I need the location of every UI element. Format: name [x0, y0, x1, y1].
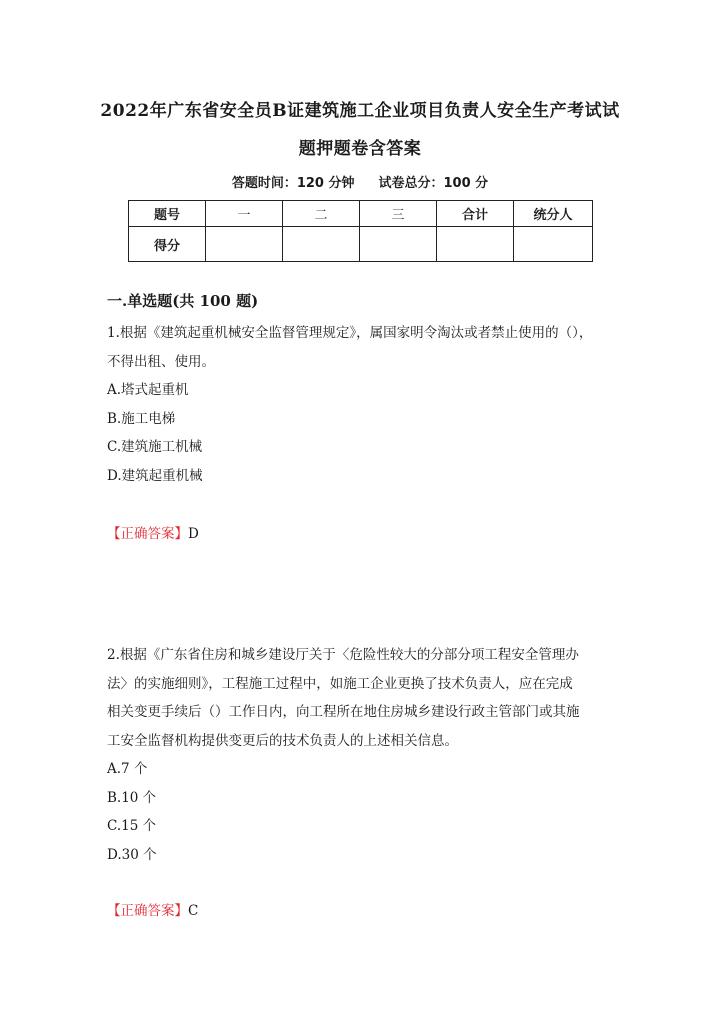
answer-value: C — [188, 903, 199, 919]
question-text-line: 相关变更手续后（）工作日内，向工程所在地住房城乡建设行政主管部门或其施 — [107, 704, 580, 720]
score-table-header-cell: 一 — [206, 201, 283, 227]
answer-2 — [107, 899, 198, 919]
option-a: A.7 个 — [107, 761, 148, 777]
score-cell — [360, 227, 437, 262]
answer-tag: 【正确答案】 — [107, 526, 188, 542]
answer-value: D — [188, 526, 199, 542]
option-c: C.15 个 — [107, 818, 157, 834]
option-b: B.10 个 — [107, 789, 157, 806]
exam-meta — [0, 172, 720, 191]
section-heading: 一.单选题(共 100 题) — [107, 292, 259, 310]
question-1 — [107, 319, 627, 490]
score-cell — [437, 227, 514, 262]
score-table-header-cell: 二 — [283, 201, 360, 227]
exam-time: 答题时间：120 分钟 — [231, 176, 355, 191]
score-table — [128, 200, 593, 262]
option-d: D.建筑起重机械 — [107, 467, 203, 484]
answer-tag: 【正确答案】 — [107, 903, 188, 919]
score-table-header-row — [129, 201, 593, 227]
option-c: C.建筑施工机械 — [107, 439, 203, 455]
page-title-line-1: 2022年广东省安全员B证建筑施工企业项目负责人安全生产考试试 — [100, 101, 620, 121]
option-a: A.塔式起重机 — [107, 382, 189, 398]
score-row-label: 得分 — [129, 227, 206, 262]
score-table-header-cell: 统分人 — [514, 201, 593, 227]
score-cell — [283, 227, 360, 262]
question-text-line: 不得出租、使用。 — [107, 353, 215, 370]
question-text-line: 工安全监督机构提供变更后的技术负责人的上述相关信息。 — [107, 732, 458, 749]
score-table-header-cell: 三 — [360, 201, 437, 227]
score-cell — [206, 227, 283, 262]
option-b: B.施工电梯 — [107, 410, 176, 427]
question-text-line: 法〉的实施细则》，工程施工过程中，如施工企业更换了技术负责人，应在完成 — [107, 675, 573, 692]
page-title-line-2: 题押题卷含答案 — [298, 139, 422, 159]
question-2 — [107, 641, 627, 869]
score-table-score-row — [129, 227, 593, 262]
answer-1 — [107, 522, 199, 542]
score-cell — [514, 227, 593, 262]
exam-total-score: 试卷总分：100 分 — [378, 176, 489, 191]
score-table-header-cell: 题号 — [129, 201, 206, 227]
question-text-line: 1.根据《建筑起重机械安全监督管理规定》，属国家明令淘汰或者禁止使用的（）， — [107, 325, 593, 341]
option-d: D.30 个 — [107, 846, 157, 863]
question-text-line: 2.根据《广东省住房和城乡建设厅关于〈危险性较大的分部分项工程安全管理办 — [107, 647, 579, 663]
score-table-header-cell: 合计 — [437, 201, 514, 227]
